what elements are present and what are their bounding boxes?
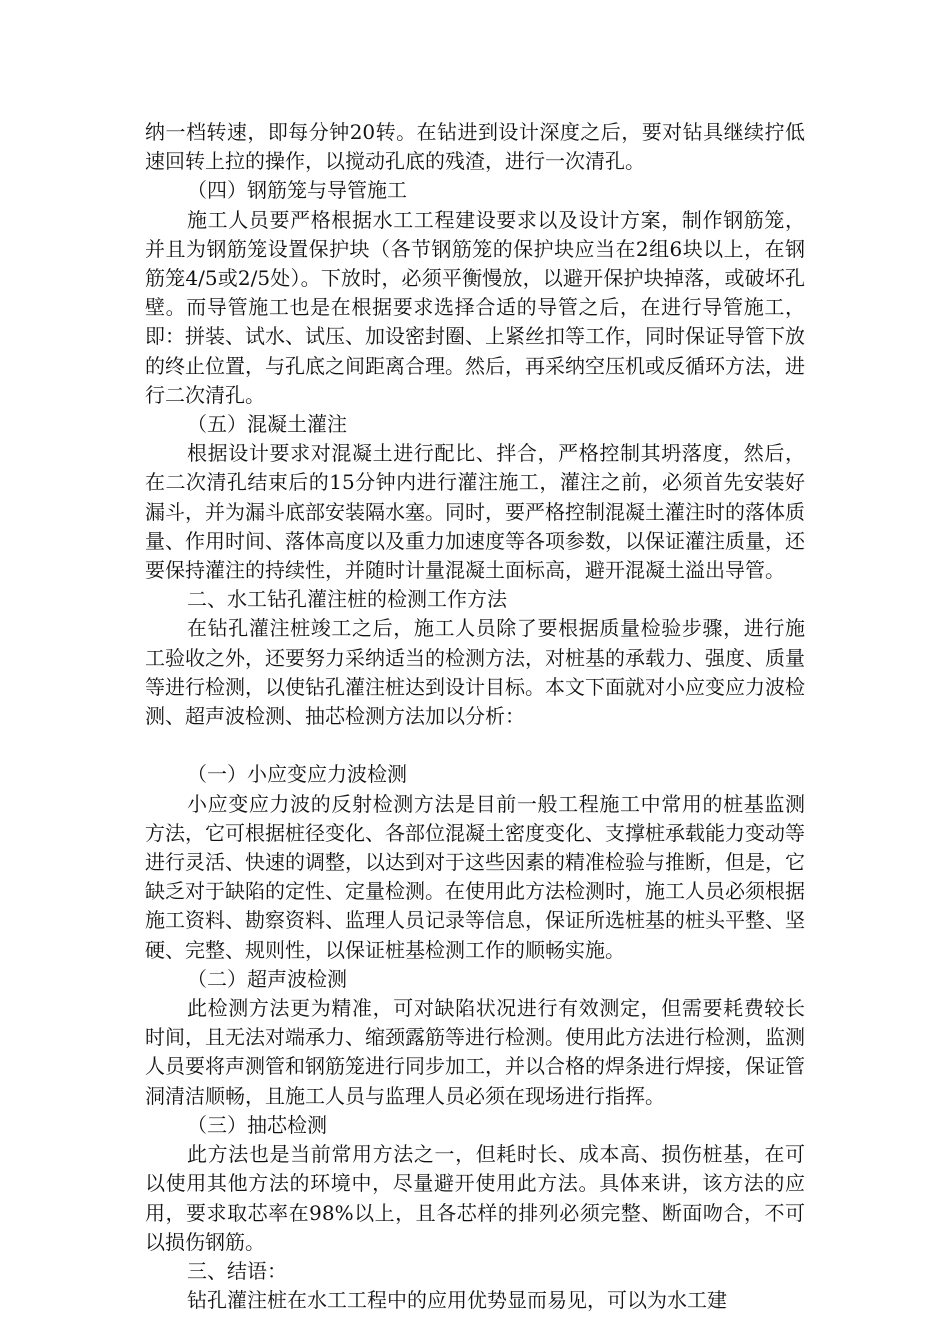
paragraph-concrete-pouring: 根据设计要求对混凝土进行配比、拌合，严格控制其坍落度，然后，在二次清孔结束后的15分钟内进行灌注施工，灌注之前，必须首先安装好漏斗，并为漏斗底部安装隔水塞。同时，要严格控制混凝土灌注时的落体质量、作用时间、落体高度以及重力加速度等各项参数，以保证灌注质量，还要保持灌注的持续性，并随时计量混凝土面标高，避开混凝土溢出导管。 bbox=[145, 441, 805, 583]
blank-line bbox=[145, 731, 805, 760]
heading-conclusion: 三、结语： bbox=[187, 1258, 287, 1283]
heading-ultrasonic-test: （二）超声波检测 bbox=[187, 966, 347, 991]
paragraph-core-drilling-test: 此方法也是当前常用方法之一，但耗时长、成本高、损伤桩基，在可以使用其他方法的环境中，尽量避开使用此方法。具体来讲，该方法的应用，要求取芯率在98%以上，且各芯样的排列必须完整、断面吻合，不可以损伤钢筋。 bbox=[145, 1142, 805, 1254]
heading-section-two: 二、水工钻孔灌注桩的检测工作方法 bbox=[187, 587, 507, 612]
intro-continuation-paragraph: 纳一档转速，即每分钟20转。在钻进到设计深度之后，要对钻具继续拧低速回转上拉的操作，以搅动孔底的残渣，进行一次清孔。 bbox=[145, 120, 805, 174]
heading-low-strain-test: （一）小应变应力波检测 bbox=[187, 762, 407, 787]
document-body bbox=[145, 118, 805, 1315]
paragraph-rebar-cage-and-conduit: 施工人员要严格根据水工工程建设要求以及设计方案，制作钢筋笼，并且为钢筋笼设置保护块（各节钢筋笼的保护块应当在2组6块以上，在钢筋笼4/5或2/5处）。下放时，必须平衡慢放，以避开保护块掉落，或破坏孔壁。而导管施工也是在根据要求选择合适的导管之后，在进行导管施工，即：拼装、试水、试压、加设密封圈、上紧丝扣等工作，同时保证导管下放的终止位置，与孔底之间距离合理。然后，再采纳空压机或反循环方法，进行二次清孔。 bbox=[145, 207, 805, 407]
paragraph-section-two: 在钻孔灌注桩竣工之后，施工人员除了要根据质量检验步骤，进行施工验收之外，还要努力采纳适当的检测方法，对桩基的承载力、强度、质量等进行检测，以使钻孔灌注桩达到设计目标。本文下面就对小应变应力波检测、超声波检测、抽芯检测方法加以分析： bbox=[145, 616, 805, 729]
paragraph-low-strain-test: 小应变应力波的反射检测方法是目前一般工程施工中常用的桩基监测方法，它可根据桩径变化、各部位混凝土密度变化、支撑桩承载能力变动等进行灵活、快速的调整，以达到对于这些因素的精准检验与推断，但是，它缺乏对于缺陷的定性、定量检测。在使用此方法检测时，施工人员必须根据施工资料、勘察资料、监理人员记录等信息，保证所选桩基的桩头平整、坚硬、完整、规则性，以保证桩基检测工作的顺畅实施。 bbox=[145, 791, 805, 962]
heading-concrete-pouring: （五）混凝土灌注 bbox=[187, 412, 347, 437]
paragraph-conclusion: 钻孔灌注桩在水工工程中的应用优势显而易见，可以为水工建 bbox=[187, 1288, 727, 1313]
heading-core-drilling-test: （三）抽芯检测 bbox=[187, 1112, 327, 1137]
heading-rebar-cage-and-conduit: （四）钢筋笼与导管施工 bbox=[187, 178, 407, 203]
paragraph-ultrasonic-test: 此检测方法更为精准，可对缺陷状况进行有效测定，但需要耗费较长时间，且无法对端承力、缩颈露筋等进行检测。使用此方法进行检测，监测人员要将声测管和钢筋笼进行同步加工，并以合格的焊条进行焊接，保证管洞清洁顺畅，且施工人员与监理人员必须在现场进行指挥。 bbox=[145, 996, 805, 1108]
